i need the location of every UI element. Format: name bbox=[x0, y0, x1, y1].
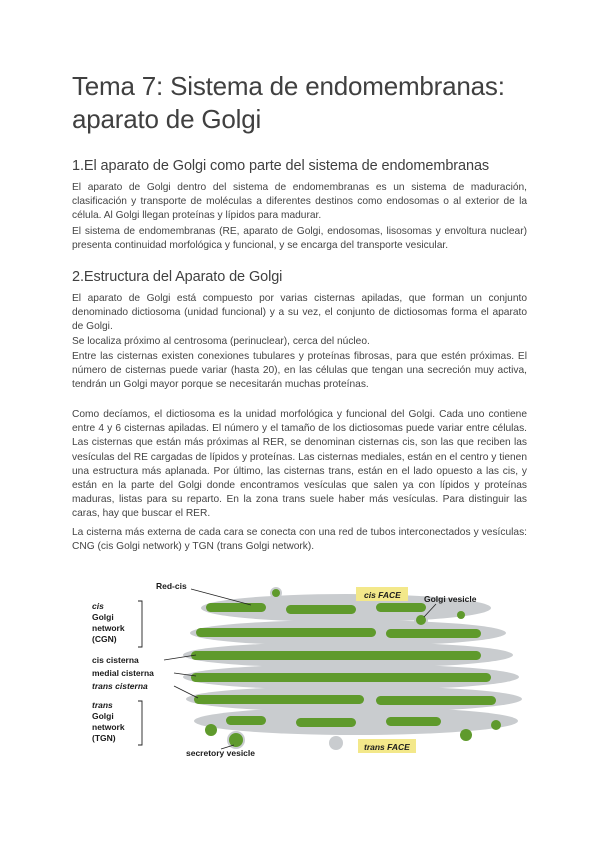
label-tgn-1: trans bbox=[92, 700, 113, 710]
label-cis-cisterna: cis cisterna bbox=[92, 655, 139, 665]
label-cgn-2: Golgi bbox=[92, 612, 114, 622]
golgi-membrane-network bbox=[183, 594, 522, 735]
label-cis-face: cis FACE bbox=[364, 590, 401, 600]
label-tgn-3: network bbox=[92, 722, 125, 732]
section-1-heading: 1.El aparato de Golgi como parte del sistema de endomembranas bbox=[72, 158, 490, 174]
section-2-paragraph-3: Entre las cisternas existen conexiones tubulares y proteínas fibrosas, para que estén próximas. El número de cisternas puede variar (hasta 20), en las células que tengan una secreción muy activa, tendrán un Golgi mayor porque se necesitarán muchas proteínas. bbox=[72, 351, 527, 391]
label-tgn-4: (TGN) bbox=[92, 733, 116, 743]
section-2-paragraph-5: La cisterna más externa de cada cara se conecta con una red de tubos interconectados y vesículas: CNG (cis Golgi network) y TGN (trans Golgi network). bbox=[72, 527, 527, 553]
label-trans-face: trans FACE bbox=[364, 742, 410, 752]
label-medial-cisterna: medial cisterna bbox=[92, 668, 154, 678]
section-1-paragraph-1: El aparato de Golgi dentro del sistema de endomembranas es un sistema de maduración, clasificación y transporte de moléculas a diferentes destinos como endosomas o al exterior de la célula. Al Golgi llegan proteínas y lípidos para madurar. bbox=[72, 182, 527, 222]
label-golgi-vesicle: Golgi vesicle bbox=[424, 594, 477, 604]
label-cgn-1: cis bbox=[92, 601, 104, 611]
label-red-cis: Red-cis bbox=[156, 581, 187, 591]
section-2-paragraph-1: El aparato de Golgi está compuesto por varias cisternas apiladas, que forman un conjunto denominado dictiosoma (unidad funcional) y a su vez, el conjunto de dictiosomas forma el aparato de Golgi. bbox=[72, 293, 527, 333]
label-tgn-2: Golgi bbox=[92, 711, 114, 721]
label-secretory-vesicle: secretory vesicle bbox=[186, 748, 255, 758]
section-2-paragraph-4: Como decíamos, el dictiosoma es la unidad morfológica y funcional del Golgi. Cada uno contiene entre 4 y 6 cisternas apiladas. El número y el tamaño de los dictiosomas puede variar entre células. Las cisternas que están más próximas al RER, se denominan cisternas cis, son las que reciben las vesículas del RE cargadas de lípidos y proteínas. Las cisternas mediales, están en el centro y tienen una estructura más aplanada. Por último, las cisternas trans, están en el lado opuesto a las cis, y están en la parte del Golgi donde encontramos vesículas que salen ya con lípidos y proteínas maduras, listas para su reparto. En la zona trans suele haber más vesículas. Para distinguir las caras, hay que buscar el RER. bbox=[72, 409, 527, 520]
label-cgn-3: network bbox=[92, 623, 125, 633]
page-title: Tema 7: Sistema de endomembranas: aparato de Golgi bbox=[72, 71, 505, 134]
label-cgn-4: (CGN) bbox=[92, 634, 117, 644]
section-2-heading: 2.Estructura del Aparato de Golgi bbox=[72, 269, 283, 285]
golgi-diagram bbox=[86, 575, 522, 765]
label-trans-cisterna: trans cisterna bbox=[92, 681, 148, 691]
section-1-paragraph-2: El sistema de endomembranas (RE, aparato de Golgi, endosomas, lisosomas y envoltura nuclear) presenta continuidad morfológica y funcional, y se encarga del transporte vesicular. bbox=[72, 226, 527, 252]
section-2-paragraph-2: Se localiza próximo al centrosoma (perinuclear), cerca del núcleo. bbox=[72, 336, 370, 347]
